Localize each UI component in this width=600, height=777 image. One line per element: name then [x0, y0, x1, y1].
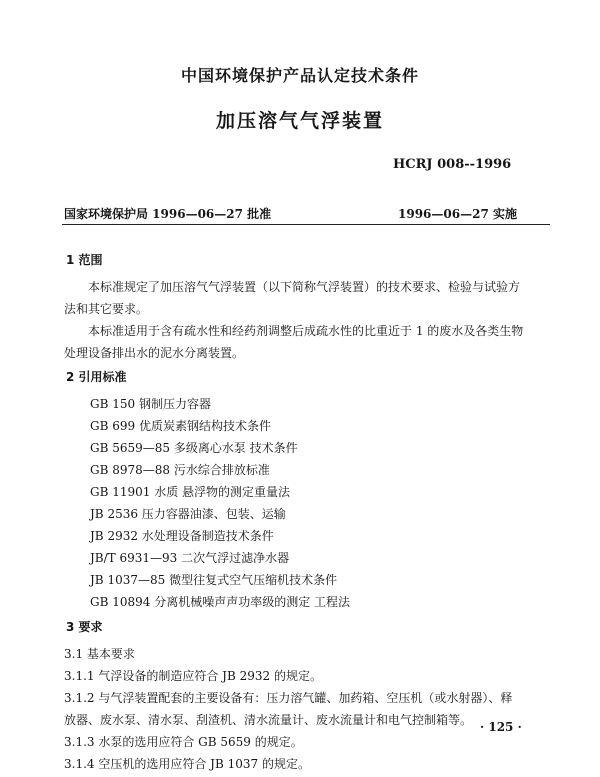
section-1-paragraph-2-line-1: 本标准适用于含有疏水性和经药剂调整后成疏水性的比重近于 1 的废水及各类生物: [88, 324, 524, 338]
clause-3-1-2-line-2: 放器、废水泵、清水泵、刮渣机、清水流量计、废水流量计和电气控制箱等。: [64, 713, 473, 727]
clause-3-1-2-line-1: 3.1.2 与气浮装置配套的主要设备有：压力溶气罐、加药箱、空压机（或水射器）、释: [64, 691, 513, 705]
page-number: · 125 ·: [480, 720, 522, 734]
section-3-heading: 3 要求: [66, 620, 103, 634]
standard-item: GB 5659—85 多级离心水泵 技术条件: [90, 441, 298, 455]
standard-item: JB 1037—85 微型往复式空气压缩机技术条件: [90, 573, 338, 587]
header-divider: [62, 224, 550, 225]
section-2-heading: 2 引用标准: [66, 370, 127, 384]
section-1-heading: 1 范围: [66, 253, 103, 267]
section-1-paragraph-1-line-1: 本标准规定了加压溶气气浮装置（以下简称气浮装置）的技术要求、检验与试验方: [88, 280, 521, 294]
standard-item: GB 699 优质炭素钢结构技术条件: [90, 419, 271, 433]
clause-3-1-1: 3.1.1 气浮设备的制造应符合 JB 2932 的规定。: [64, 669, 322, 683]
standard-series-title: 中国环境保护产品认定技术条件: [180, 66, 419, 85]
clause-3-1: 3.1 基本要求: [64, 647, 135, 661]
standard-item: GB 11901 水质 悬浮物的测定重量法: [90, 485, 291, 499]
standard-item: GB 10894 分离机械噪声声功率级的测定 工程法: [90, 595, 351, 609]
approval-line: 国家环境保护局 1996—06—27 批准: [64, 207, 272, 221]
clause-3-1-3: 3.1.3 水泵的选用应符合 GB 5659 的规定。: [64, 735, 303, 749]
standard-item: GB 8978—88 污水综合排放标准: [90, 463, 270, 477]
section-1-paragraph-1-line-2: 法和其它要求。: [64, 302, 149, 316]
implementation-date: 1996—06—27 实施: [398, 207, 517, 221]
standard-code: HCRJ 008--1996: [393, 157, 512, 172]
document-title: 加压溶气气浮装置: [215, 110, 384, 132]
standard-item: JB 2932 水处理设备制造技术条件: [90, 529, 274, 543]
clause-3-1-4: 3.1.4 空压机的选用应符合 JB 1037 的规定。: [64, 757, 310, 771]
standard-item: JB 2536 压力容器油漆、包装、运输: [90, 507, 286, 521]
standard-item: JB/T 6931—93 二次气浮过滤净水器: [90, 551, 290, 565]
section-1-paragraph-2-line-2: 处理设备排出水的泥水分离装置。: [64, 346, 245, 360]
standard-item: GB 150 钢制压力容器: [90, 397, 211, 411]
